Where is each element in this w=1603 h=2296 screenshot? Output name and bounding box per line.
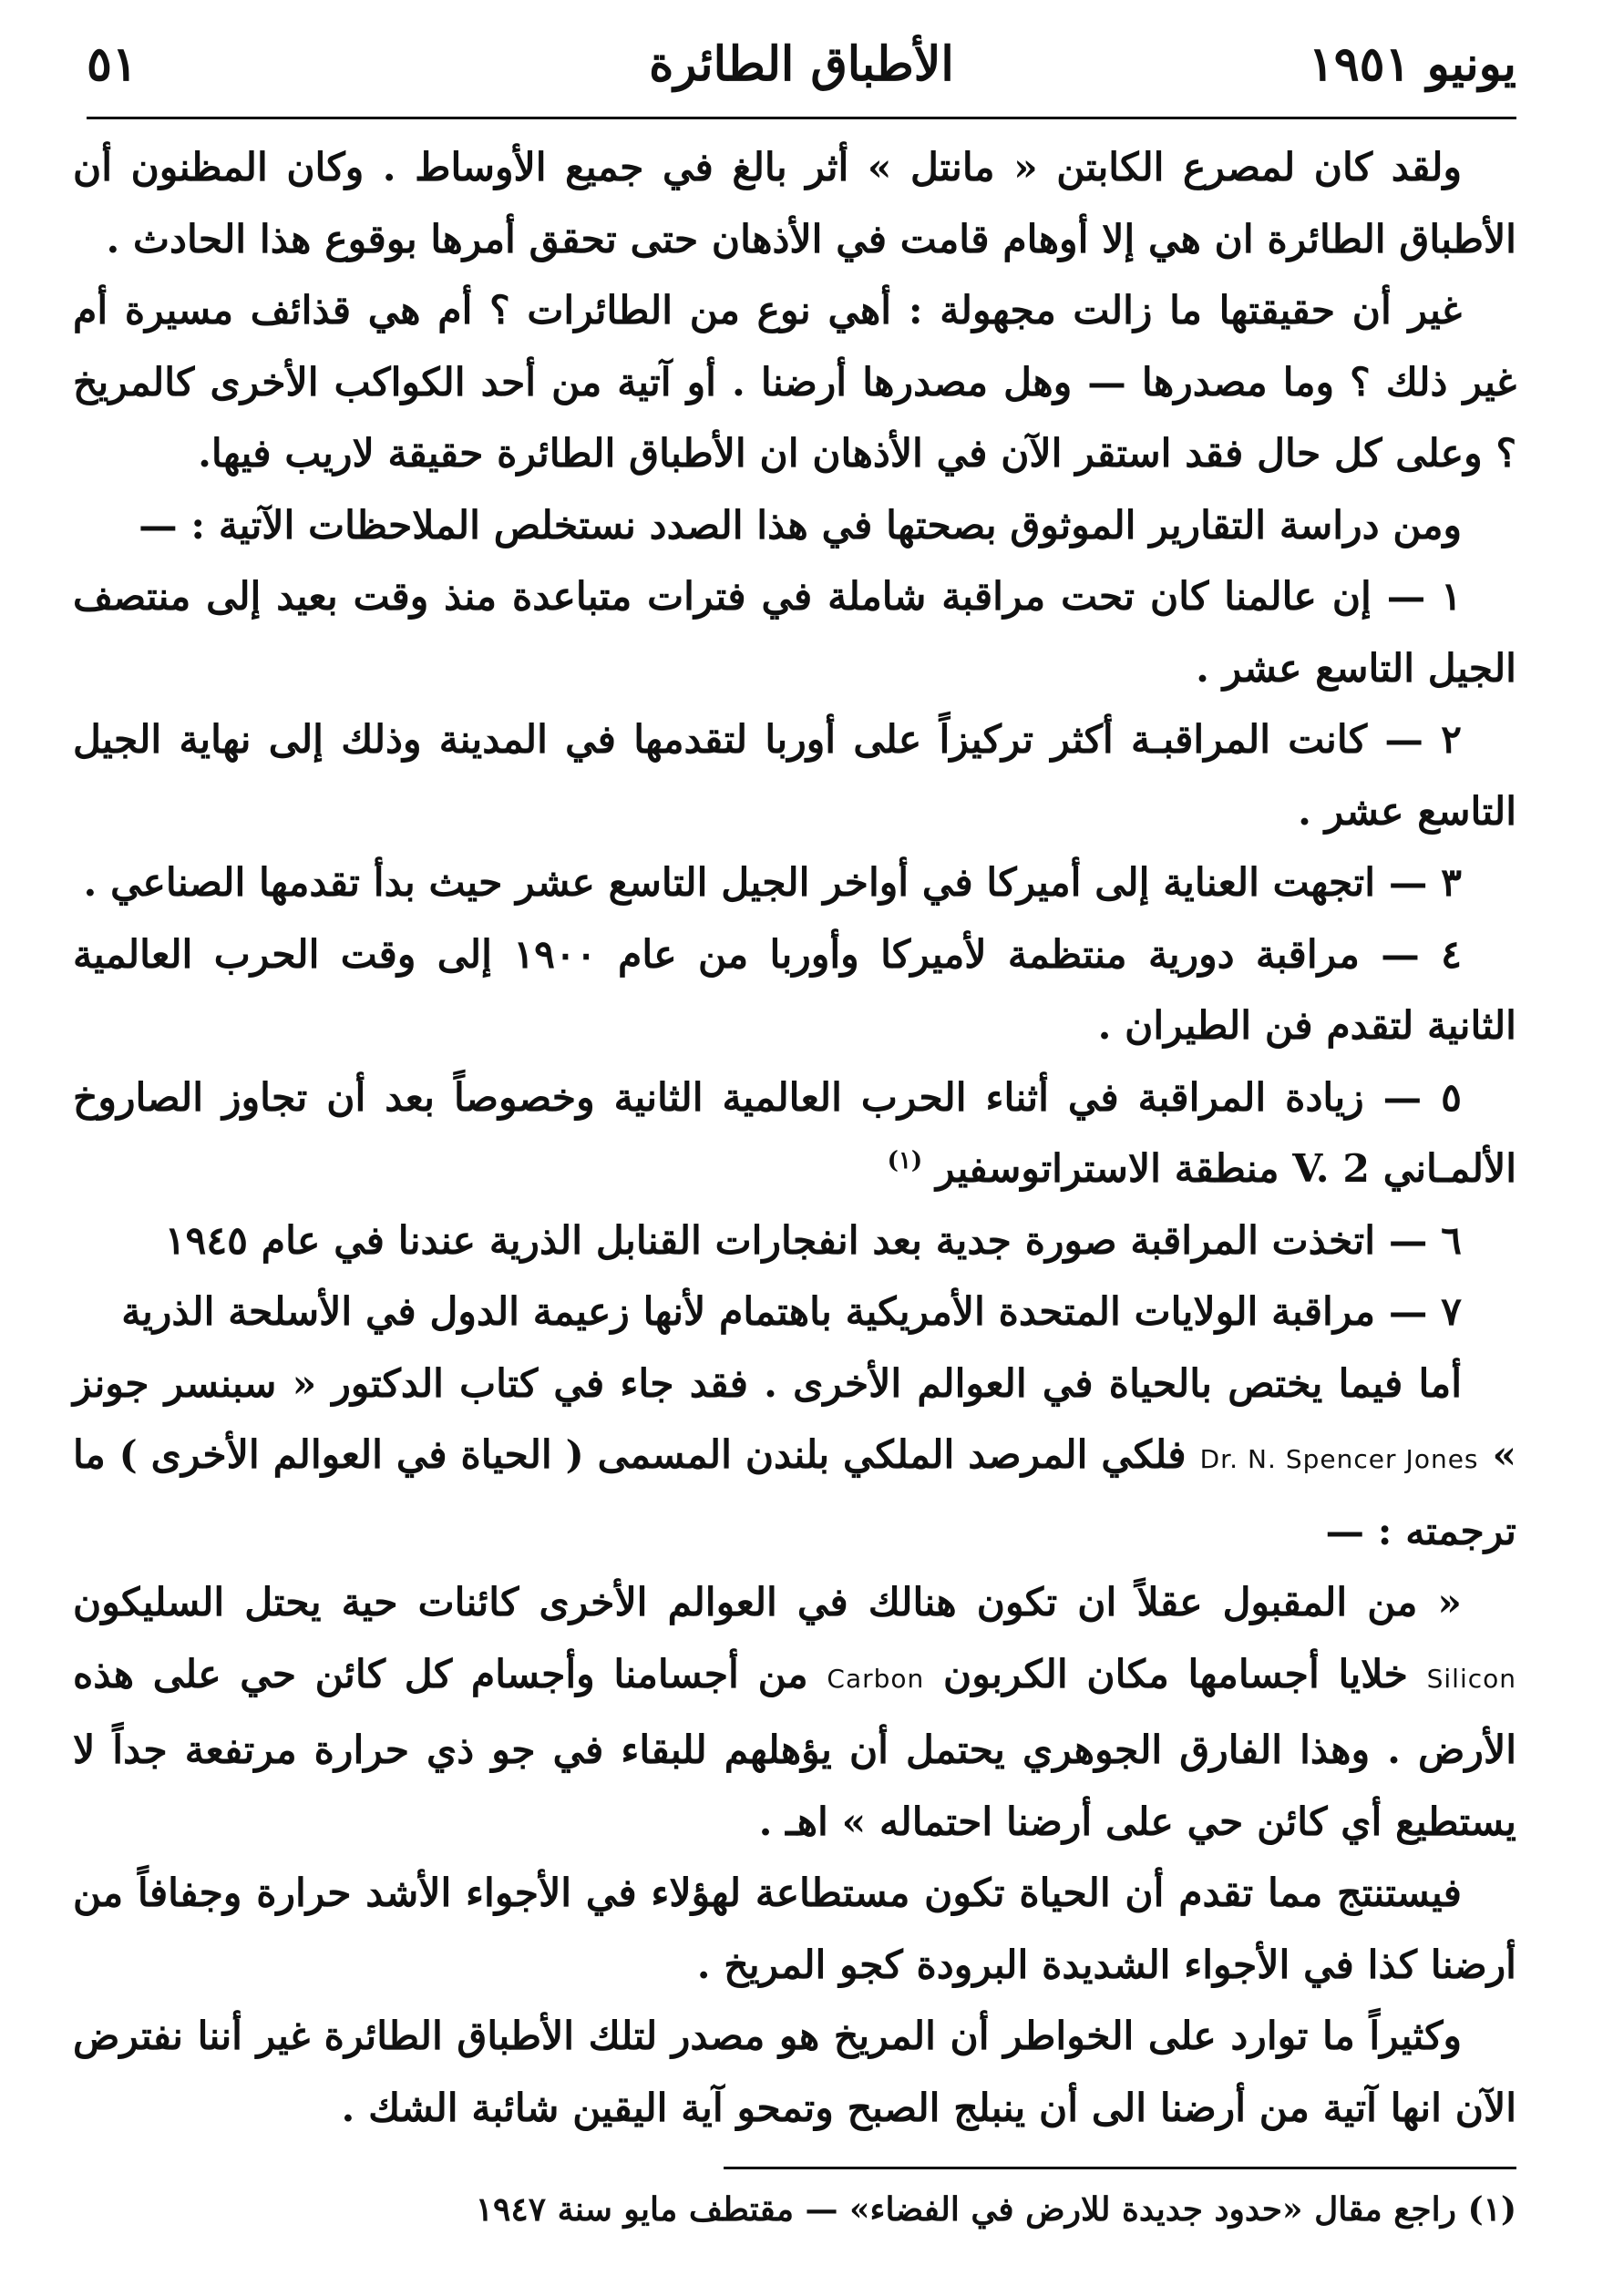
latin-term: Silicon	[1426, 1663, 1516, 1694]
list-item: ٢ — كانت المراقبـة أكثر تركيزاً على أوربا لتقدمها في المدينة وذلك إلى نهاية الجيل التاسع عشر .	[73, 717, 1516, 835]
latin-name: Dr. N. Spencer Jones	[1199, 1444, 1479, 1474]
footnote-reference: (١)	[887, 1146, 923, 1174]
quote-paragraph: « من المقبول عقلاً ان تكون هنالك في العوالم الأخرى كائنات حية يحتل السليكون Silicon خلايا أجسامها مكان الكربون Carbon من أجسامنا وأجسام كل كائن حي على هذه الأرض . وهذا الفارق الجوهري يحتمل أن يؤهلهم للبقاء في جو ذي حرارة مرتفعة جداً لا يستطيع أي كائن حي على أرضنا احتماله » اهـ .	[73, 1580, 1516, 1845]
page-header	[87, 36, 1516, 105]
page-number: ٥١	[87, 36, 138, 92]
issue-date: يونيو ١٩٥١	[1308, 36, 1516, 92]
latin-term: Carbon	[827, 1663, 925, 1694]
paragraph: أما فيما يختص بالحياة في العوالم الأخرى . فقد جاء في كتاب الدكتور « سبنسر جونز » Dr. N. Spencer Jones فلكي المرصد الملكي بلندن المسمى ( الحياة في العوالم الأخرى ) ما ترجمته : —	[73, 1360, 1517, 1554]
list-item: ٤ — مراقبة دورية منتظمة لأميركا وأوربا من عام ١٩٠٠ إلى وقت الحرب العالمية الثانية لتقدم فن الطيران .	[73, 931, 1516, 1049]
footnote: (١) راجع مقال «حدود جديدة للارض في الفضاء» — مقتطف مايو سنة ١٩٤٧	[475, 2190, 1516, 2229]
article-body	[73, 132, 1516, 2155]
list-item: ٧ — مراقبة الولايات المتحدة الأمريكية باهتمام لأنها زعيمة الدول في الأسلحة الذرية	[121, 1289, 1462, 1335]
list-item: ١ — إن عالمنا كان تحت مراقبة شاملة في فترات متباعدة منذ وقت بعيد إلى منتصف الجيل التاسع عشر .	[73, 574, 1516, 692]
list-item: ٦ — اتخذت المراقبة صورة جدية بعد انفجارات القنابل الذرية عندنا في عام ١٩٤٥	[164, 1217, 1462, 1264]
paragraph: فيستنتج مما تقدم أن الحياة تكون مستطاعة لهؤلاء في الأجواء الأشد حرارة وجفافاً من أرضنا كذا في الأجواء الشديدة البرودة كجو المريخ .	[73, 1871, 1516, 1988]
list-item: ٥ — زيادة المراقبة في أثناء الحرب العالمية الثانية وخصوصاً بعد أن تجاوز الصاروخ الألمـاني V. 2 منطقة الاستراتوسفير $^{(١)}$	[73, 1074, 1516, 1192]
running-title: الأطباق الطائرة	[649, 36, 954, 92]
paragraph: ومن دراسة التقارير الموثوق بصحتها في هذا الصدد نستخلص الملاحظات الآتية : —	[139, 502, 1462, 548]
paragraph: ولقد كان لمصرع الكابتن « مانتل » أثر بالغ في جميع الأوساط . وكان المظنون أن الأطباق الطائرة ان هي إلا أوهام قامت في الأذهان حتى تحقق أمرها بوقوع هذا الحادث .	[73, 145, 1516, 262]
list-item: ٣ — اتجهت العناية إلى أميركا في أواخر الجيل التاسع عشر حيث بدأ تقدمها الصناعي .	[83, 860, 1462, 906]
paragraph: وكثيراً ما توارد على الخواطر أن المريخ هو مصدر لتلك الأطباق الطائرة غير أننا نفترض الآن انها آتية من أرضنا الى أن ينبلج الصبح وتمحو آية اليقين شائبة الشك .	[73, 2014, 1516, 2131]
header-rule	[87, 117, 1516, 119]
paragraph: غير أن حقيقتها ما زالت مجهولة : أهي نوع من الطائرات ؟ أم هي قذائف مسيرة أم غير ذلك ؟ وما مصدرها — وهل مصدرها أرضنا . أو آتية من أحد الكواكب الأخرى كالمريخ ؟ وعلى كل حال فقد استقر الآن في الأذهان ان الأطباق الطائرة حقيقة لاريب فيها.	[73, 288, 1516, 477]
footnote-rule	[724, 2167, 1516, 2169]
